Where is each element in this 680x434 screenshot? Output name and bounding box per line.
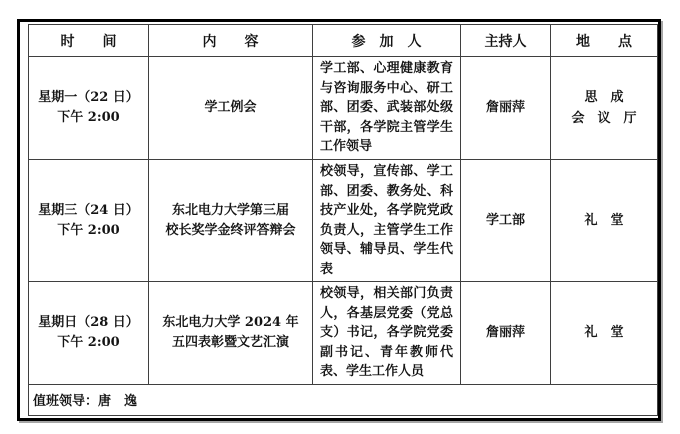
col-header-participants: 参 加 人 (313, 25, 461, 57)
cell-participants: 校领导，相关部门负责人，各基层党委（党总支）书记，各学院党委副书记、青年教师代表、学生工作人员 (313, 282, 461, 385)
time-line-2: 下午 2:00 (57, 222, 120, 238)
cell-location (551, 282, 658, 385)
col-header-content: 内 容 (149, 25, 313, 57)
time-line-2: 下午 2:00 (57, 334, 120, 350)
schedule-table (28, 24, 658, 416)
time-line-1: 星期日（28 日） (38, 314, 139, 330)
table-frame (17, 19, 661, 421)
cell-time (29, 160, 149, 282)
time-line-1: 星期三（24 日） (38, 202, 139, 218)
content-line-2: 五四表彰暨文艺汇演 (171, 334, 289, 350)
cell-content (149, 57, 313, 160)
cell-location (551, 160, 658, 282)
cell-participants: 学工部、心理健康教育与咨询服务中心、研工部、团委、武装部处级干部，各学院主管学生工作领导 (313, 57, 461, 160)
col-header-location: 地 点 (551, 25, 658, 57)
duty-leader-cell: 值班领导：唐 逸 (29, 384, 658, 415)
location-line-1: 思 成 (584, 90, 624, 105)
location-line-1: 礼 堂 (584, 213, 624, 228)
content-line-1: 东北电力大学 2024 年 (162, 314, 299, 330)
table-row-sunday (29, 282, 658, 385)
col-header-host: 主持人 (461, 25, 551, 57)
time-line-1: 星期一（22 日） (38, 90, 139, 105)
content-line-2: 校长奖学金终评答辩会 (165, 222, 296, 238)
content-line-1: 学工例会 (204, 100, 257, 115)
time-line-2: 下午 2:00 (57, 110, 120, 125)
cell-time (29, 282, 149, 385)
cell-content (149, 160, 313, 282)
content-line-1: 东北电力大学第三届 (171, 202, 289, 218)
cell-time (29, 57, 149, 160)
location-line-1: 礼 堂 (584, 325, 624, 341)
cell-host: 詹丽萍 (461, 57, 551, 160)
cell-participants: 校领导，宣传部、学工部、团委、教务处、科技产业处，各学院党政负责人，主管学生工作领导、辅导员、学生代表 (313, 160, 461, 282)
header-row (29, 25, 658, 57)
table-row-monday (29, 57, 658, 160)
location-line-2: 会 议 厅 (571, 111, 637, 126)
cell-host: 詹丽萍 (461, 282, 551, 385)
cell-host: 学工部 (461, 160, 551, 282)
cell-content (149, 282, 313, 385)
cell-location (551, 57, 658, 160)
duty-leader-row (29, 384, 658, 415)
table-row-wednesday (29, 160, 658, 282)
col-header-time: 时 间 (29, 25, 149, 57)
